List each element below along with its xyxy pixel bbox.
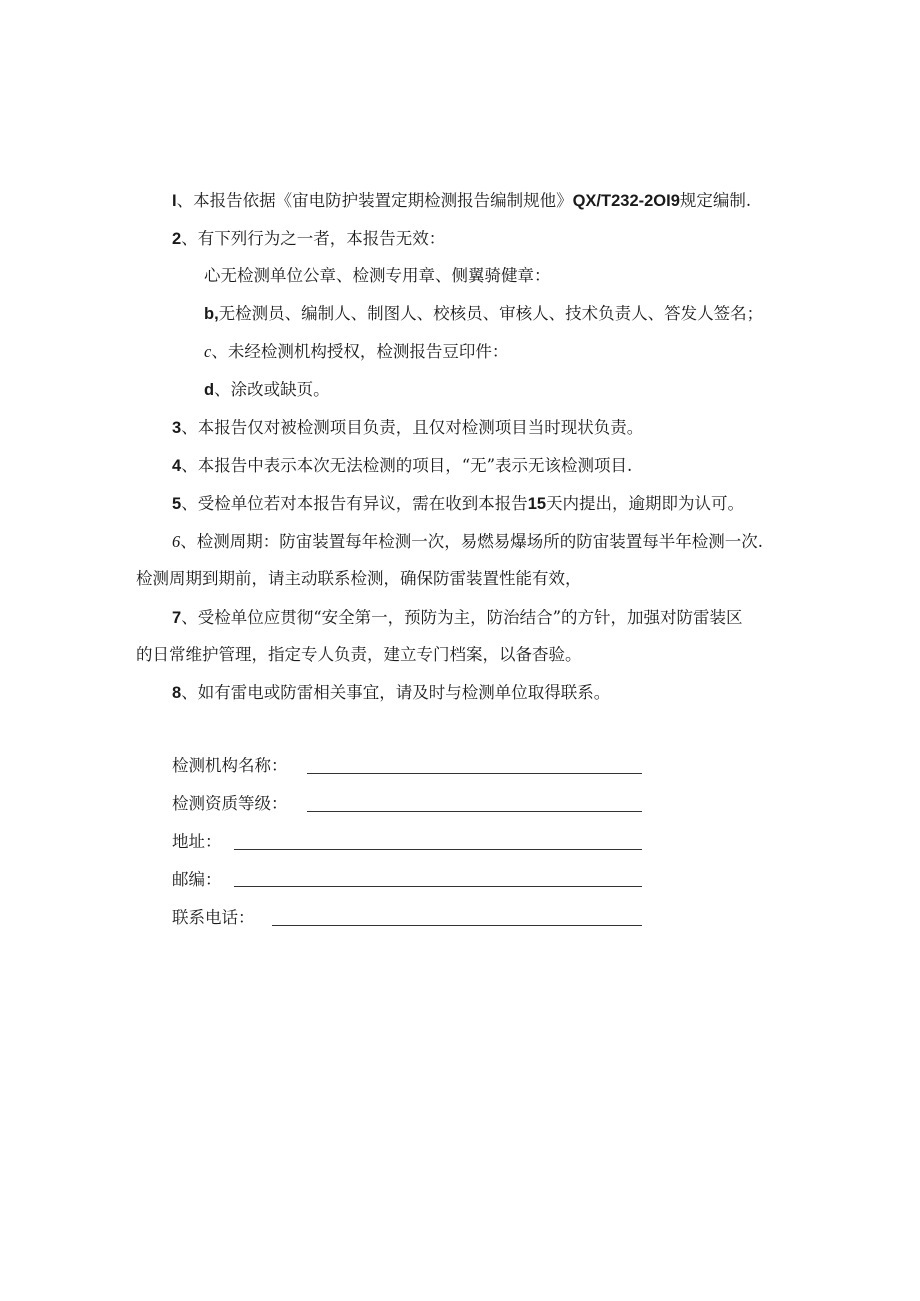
note-2-item-a xyxy=(204,264,551,288)
note-7-continuation xyxy=(136,643,582,667)
note-2-item-d-text: 、涂改或缺页。 xyxy=(214,380,330,399)
note-6-cont-text: 检测周期到期前，请主动联系检测，确保防雷装置性能有效， xyxy=(136,569,582,588)
note-3 xyxy=(172,416,643,440)
note-6 xyxy=(172,530,763,554)
note-5-number: 5 xyxy=(172,495,182,513)
note-7-cont-text: 的日常维护管理，指定专人负责，建立专门档案，以备杳验。 xyxy=(136,645,582,664)
field-qualification-input[interactable] xyxy=(307,811,642,812)
note-2-item-d xyxy=(204,378,330,402)
note-5-days: 15 xyxy=(527,495,547,513)
field-phone-label: 联系电话： xyxy=(172,908,255,927)
note-6-continuation xyxy=(136,567,582,591)
note-7 xyxy=(172,606,743,630)
field-address-label: 地址： xyxy=(172,832,222,851)
standard-code: QX/T232-2OI9 xyxy=(572,192,680,210)
field-org-name-label: 检测机构名称： xyxy=(172,756,288,775)
field-postcode-label: 邮编： xyxy=(172,870,222,889)
note-2-text: 、有下列行为之一者，本报告无效： xyxy=(181,229,446,248)
note-2-item-d-label: d xyxy=(204,381,215,399)
note-1-tail: 规定编制. xyxy=(679,191,752,210)
field-phone-input[interactable] xyxy=(272,925,642,926)
note-1-text: 、本报告依据《宙电防护装置定期检测报告编制规他》 xyxy=(176,191,573,210)
note-2-item-b xyxy=(204,302,763,326)
note-4 xyxy=(172,454,632,478)
note-2-item-c xyxy=(204,340,508,364)
note-2 xyxy=(172,227,445,251)
field-address-input[interactable] xyxy=(234,849,642,850)
note-8 xyxy=(172,681,610,705)
note-2-item-b-text: 无检测员、编制人、制图人、校核员、审核人、技术负责人、答发人签名； xyxy=(218,304,764,323)
note-1-number: I xyxy=(172,192,177,210)
note-2-item-c-text: 、未经检测机构授权，检测报告豆印件： xyxy=(211,342,509,361)
note-7-text: 、受检单位应贯彻“安全第一，预防为主，防治结合”的方针，加强对防雷装区 xyxy=(181,608,743,627)
note-2-number: 2 xyxy=(172,230,182,248)
field-postcode-input[interactable] xyxy=(234,886,642,887)
note-6-number: 6 xyxy=(172,532,181,551)
note-5-text: 、受检单位若对本报告有异议，需在收到本报告 xyxy=(181,494,528,513)
note-8-text: 、如有雷电或防雷相关事宜，请及时与检测单位取得联系。 xyxy=(181,683,611,702)
field-qualification-label: 检测资质等级： xyxy=(172,794,288,813)
note-3-number: 3 xyxy=(172,419,182,437)
note-2-item-b-label: b, xyxy=(204,305,219,323)
note-5 xyxy=(172,492,744,516)
note-6-text: 、检测周期：防宙装置每年检测一次，易燃易爆场所的防宙装置每半年检测一次. xyxy=(180,532,763,551)
note-1 xyxy=(172,189,751,213)
note-7-number: 7 xyxy=(172,609,182,627)
note-2-item-c-label: c xyxy=(204,342,212,361)
note-4-number: 4 xyxy=(172,457,182,475)
note-8-number: 8 xyxy=(172,684,182,702)
note-3-text: 、本报告仅对被检测项目负责，且仅对检测项目当时现状负责。 xyxy=(181,418,644,437)
note-2-item-a-text: 心无检测单位公章、检测专用章、侧翼骑健章： xyxy=(204,266,551,285)
field-org-name-input[interactable] xyxy=(307,773,642,774)
note-4-text: 、本报告中表示本次无法检测的项目，“无”表示无该检测项目. xyxy=(181,456,633,475)
note-5-tail: 天内提出，逾期即为认可。 xyxy=(546,494,745,513)
